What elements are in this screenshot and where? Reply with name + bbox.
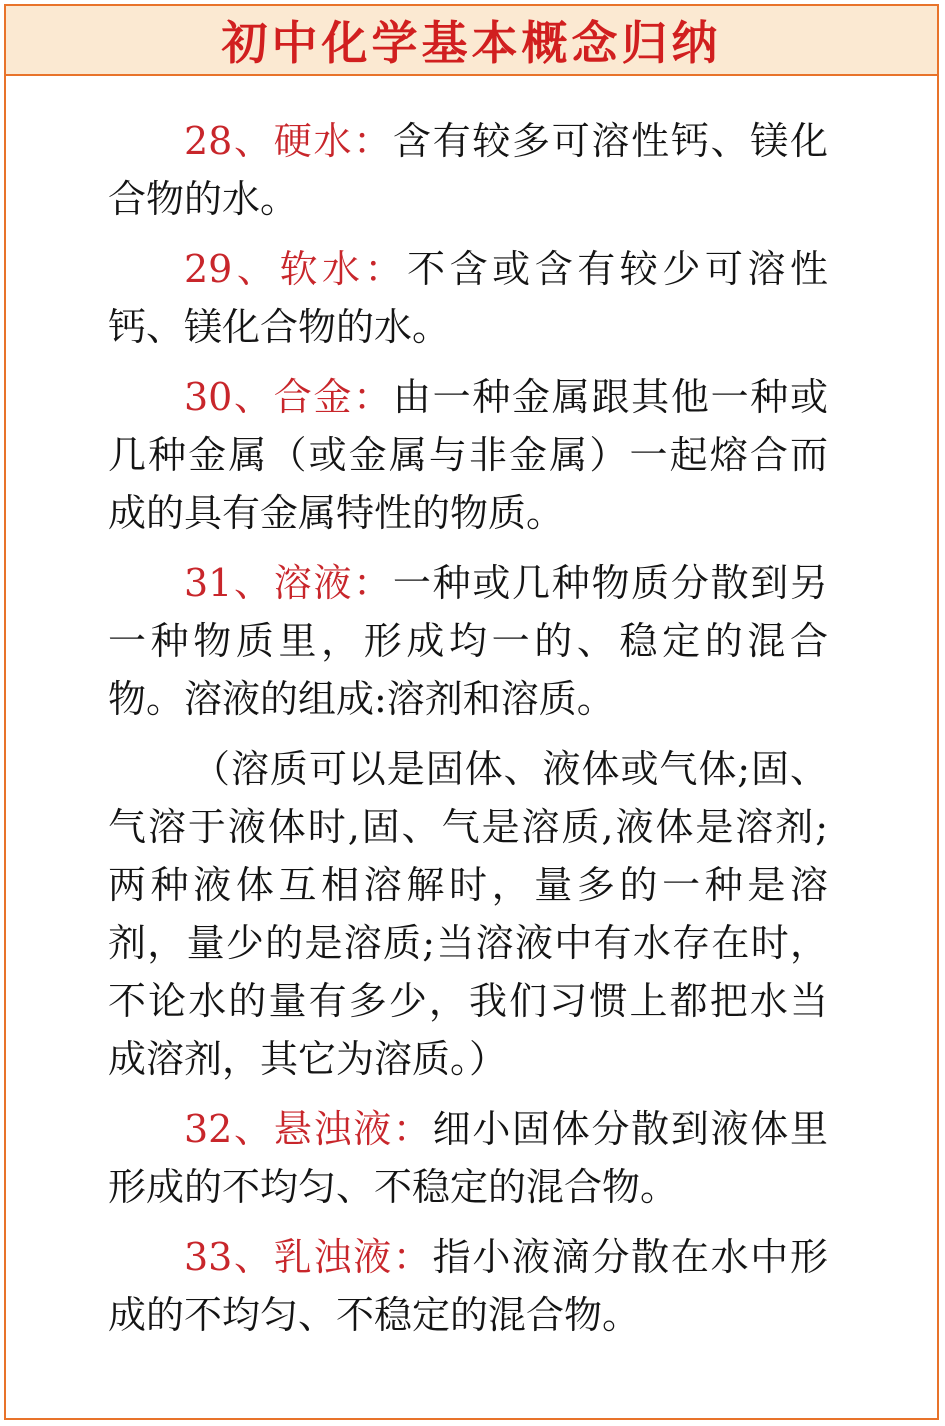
definition-text: 不含或含有较少可溶性钙、镁化合物的水。 — [108, 247, 828, 349]
definition-number: 30、 — [184, 375, 274, 419]
definition-term: 合金： — [273, 375, 393, 419]
definition-number: 28、 — [184, 119, 274, 163]
definition-term: 悬浊液： — [273, 1107, 433, 1151]
solution-note — [108, 740, 828, 1088]
page-title: 初中化学基本概念归纳 — [221, 16, 722, 70]
definition-term: 软水： — [279, 247, 408, 291]
definition-number: 32、 — [184, 1107, 274, 1151]
definition-alloy — [108, 368, 828, 542]
definition-suspension — [108, 1100, 828, 1216]
definition-paragraph — [108, 368, 828, 542]
title-banner — [6, 6, 937, 76]
definition-paragraph — [108, 554, 828, 728]
definition-paragraph — [108, 1228, 828, 1344]
definition-number: 29、 — [184, 247, 280, 291]
definition-text: 指小液滴分散在水中形成的不均匀、不稳定的混合物。 — [108, 1235, 828, 1337]
definition-text: 细小固体分散到液体里形成的不均匀、不稳定的混合物。 — [108, 1107, 828, 1209]
definition-term: 硬水： — [273, 119, 393, 163]
definition-hard-water — [108, 112, 828, 228]
definition-solution — [108, 554, 828, 728]
definition-term: 乳浊液： — [273, 1235, 433, 1279]
definition-paragraph — [108, 112, 828, 228]
definition-text: 含有较多可溶性钙、镁化合物的水。 — [108, 119, 828, 221]
definition-number: 33、 — [184, 1235, 274, 1279]
definitions-list — [108, 112, 828, 1356]
definition-text: 由一种金属跟其他一种或几种金属（或金属与非金属）一起熔合而成的具有金属特性的物质。 — [108, 375, 828, 535]
definition-paragraph — [108, 1100, 828, 1216]
definition-number: 31、 — [184, 561, 274, 605]
definition-soft-water — [108, 240, 828, 356]
definition-paragraph — [108, 240, 828, 356]
definition-text: 一种或几种物质分散到另一种物质里，形成均一的、稳定的混合物。溶液的组成:溶剂和溶质。 — [108, 561, 828, 721]
note-paragraph: （溶质可以是固体、液体或气体;固、气溶于液体时,固、气是溶质,液体是溶剂; 两种液体互相溶解时，量多的一种是溶剂，量少的是溶质;当溶液中有水存在时，不论水的量有多少，我们习惯上都把水当成溶剂，其它为溶质。） — [108, 747, 828, 1081]
definition-term: 溶液： — [273, 561, 393, 605]
definition-emulsion — [108, 1228, 828, 1344]
